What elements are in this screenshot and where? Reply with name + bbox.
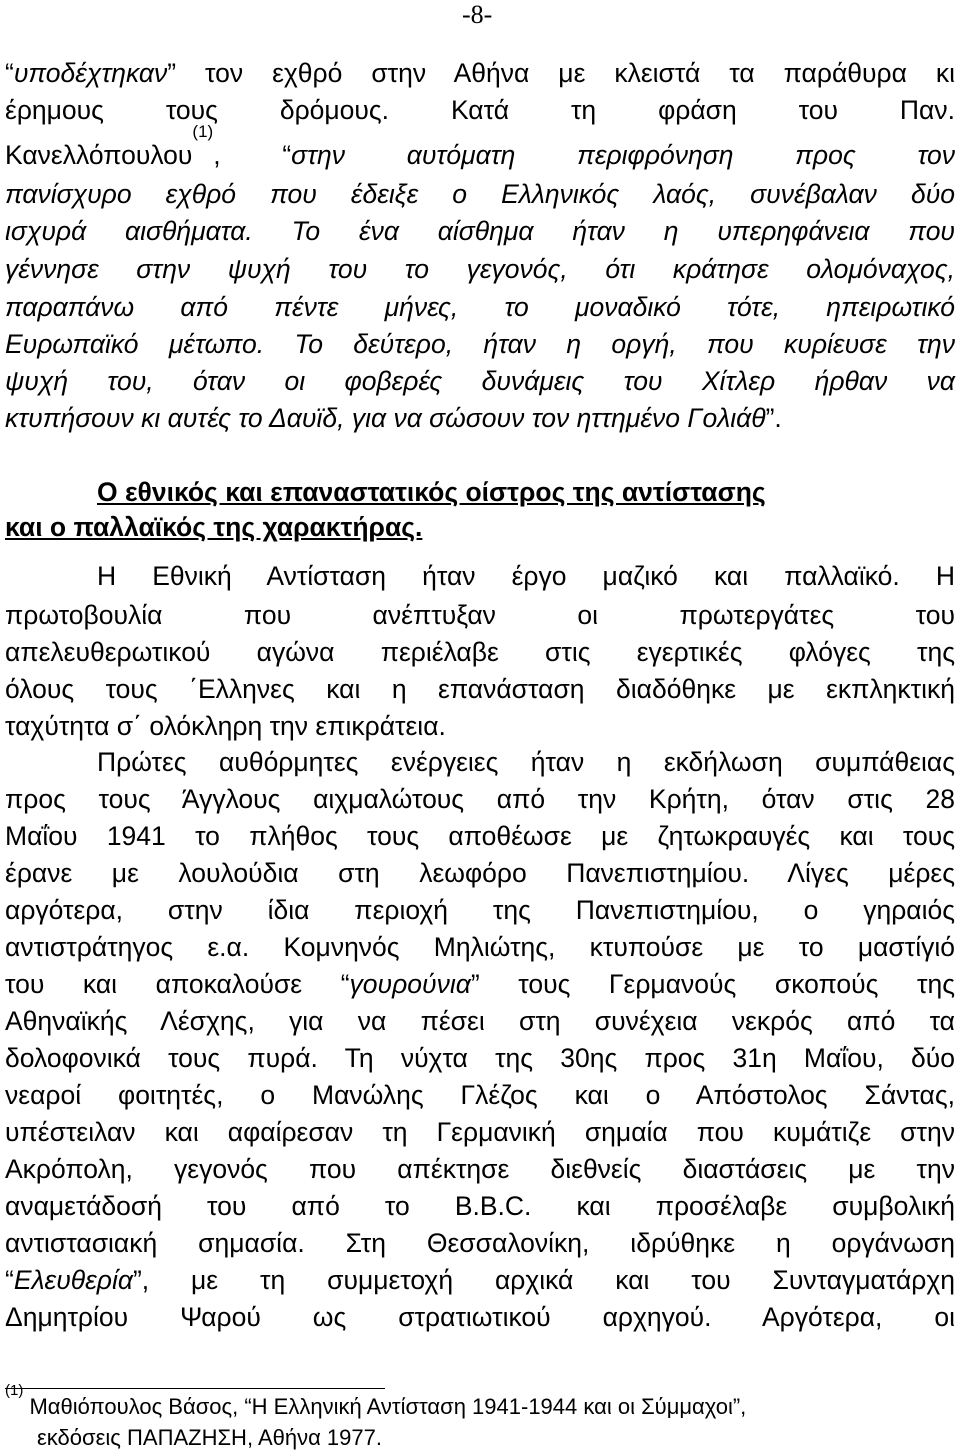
footnote-ref: (1) xyxy=(192,122,214,141)
para2-line: Η Εθνική Αντίσταση ήταν έργο μαζικό και παλλαϊκό. Η xyxy=(97,561,955,591)
para3-line: Δημητρίου Ψαρού ως στρατιωτικού αρχηγού. Αργότερα, οι xyxy=(5,1302,955,1332)
footnote-text: Μαθιόπουλος Βάσος, “Η Ελληνική Αντίσταση 1941-1944 και οι Σύμμαχοι”, xyxy=(29,1394,747,1419)
section-heading-line1: Ο εθνικός και επαναστατικός οίστρος της αντίστασης xyxy=(97,477,766,507)
text-run: , “ xyxy=(213,140,292,170)
para3-line xyxy=(5,965,955,1003)
para3-line: έρανε με λουλούδια στη λεωφόρο Πανεπιστημίου. Λίγες μέρες xyxy=(5,858,955,888)
para1-line xyxy=(5,399,955,437)
para3-line: δολοφονικά τους πυρά. Τη νύχτα της 30ης προς 31η Μαΐου, δύο xyxy=(5,1043,955,1073)
para1-line xyxy=(5,122,955,174)
para1-line: ισχυρά αισθήματα. Το ένα αίσθημα ήταν η υπερηφάνεια που xyxy=(5,216,955,246)
footnote-line2: εκδόσεις ΠΑΠΑΖΗΣΗ, Αθήνα 1977. xyxy=(37,1425,382,1450)
para1-line: ψυχή του, όταν οι φοβερές δυνάμεις του Χίτλερ ήρθαν να xyxy=(5,366,955,396)
italic-quote: Ελευθερία xyxy=(13,1265,133,1295)
text-run: ”, με τη συμμετοχή αρχικά και του Συνταγματάρχη xyxy=(132,1265,955,1295)
italic-quote: γουρούνια xyxy=(349,969,471,999)
para1-line: Ευρωπαϊκό μέτωπο. Το δεύτερο, ήταν η οργή, που κυρίευσε την xyxy=(5,329,955,359)
para3-line: αντιστράτηγος ε.α. Κομνηνός Μηλιώτης, κτυπούσε με το μαστίγιό xyxy=(5,932,955,962)
text-run: ” τον εχθρό στην Αθήνα με κλειστά τα παράθυρα κι xyxy=(167,58,955,88)
text-run: του και αποκαλούσε “ xyxy=(5,969,350,999)
para3-line: αργότερα, στην ίδια περιοχή της Πανεπιστημίου, ο γηραιός xyxy=(5,895,955,925)
para2-line: πρωτοβουλία που ανέπτυξαν οι πρωτεργάτες του xyxy=(5,600,955,630)
italic-quote: υποδέχτηκαν xyxy=(13,58,168,88)
italic-quote: στην αυτόματη περιφρόνηση προς τον xyxy=(291,140,955,170)
para3-line: υπέστειλαν και αφαίρεσαν τη Γερμανική σημαία που κυμάτιζε στην xyxy=(5,1117,955,1147)
para3-line: Πρώτες αυθόρμητες ενέργειες ήταν η εκδήλωση συμπάθειας xyxy=(97,747,955,777)
footnote-line1 xyxy=(5,1382,955,1421)
para2-line: ταχύτητα σ΄ ολόκληρη την επικράτεια. xyxy=(5,711,446,741)
text-run: κτυπήσουν κι αυτές το Δαυϊδ, για να σώσουν τον ηττημένο Γολιάθ xyxy=(5,403,766,433)
para1-line: παραπάνω από πέντε μήνες, το μοναδικό τότε, ηπειρωτικό xyxy=(5,292,955,322)
para1-line: πανίσχυρο εχθρό που έδειξε ο Ελληνικός λαός, συνέβαλαν δύο xyxy=(5,179,955,209)
close-quote: ”. xyxy=(765,403,782,433)
para3-line: Αθηναϊκής Λέσχης, για να πέσει στη συνέχεια νεκρός από τα xyxy=(5,1006,955,1036)
text-run: ” τους Γερμανούς σκοπούς της xyxy=(470,969,955,999)
para1-line: γέννησε στην ψυχή του το γεγονός, ότι κράτησε ολομόναχος, xyxy=(5,254,955,284)
para3-line: νεαροί φοιτητές, ο Μανώλης Γλέζος και ο Απόστολος Σάντας, xyxy=(5,1080,955,1110)
open-quote: “ xyxy=(5,58,14,88)
para1-line xyxy=(5,54,955,92)
para2-line: όλους τους ΄Ελληνες και η επανάσταση διαδόθηκε με εκπληκτική xyxy=(5,674,955,704)
para2-line: απελευθερωτικού αγώνα περιέλαβε στις εγερτικές φλόγες της xyxy=(5,637,955,667)
para1-line: έρημους τους δρόμους. Κατά τη φράση του Παν. xyxy=(5,95,955,125)
page-number: -8- xyxy=(462,0,493,29)
section-heading-line2: και ο παλλαϊκός της χαρακτήρας. xyxy=(5,512,423,542)
para3-line: αντιστασιακή σημασία. Στη Θεσσαλονίκη, ιδρύθηκε η οργάνωση xyxy=(5,1228,955,1258)
text-run: Κανελλόπουλου xyxy=(5,140,193,170)
para3-line: προς τους Άγγλους αιχμαλώτους από την Κρήτη, όταν στις 28 xyxy=(5,784,955,814)
para3-line xyxy=(5,1261,955,1299)
footnote-separator xyxy=(5,1388,385,1389)
para3-line: Μαΐου 1941 το πλήθος τους αποθέωσε με ζητωκραυγές και τους xyxy=(5,821,955,851)
open-quote: “ xyxy=(5,1265,14,1295)
footnote-marker: (1) xyxy=(5,1382,24,1399)
para3-line: αναμετάδοσή του από το B.B.C. και προσέλαβε συμβολική xyxy=(5,1191,955,1221)
para3-line: Ακρόπολη, γεγονός που απέκτησε διεθνείς διαστάσεις με την xyxy=(5,1154,955,1184)
